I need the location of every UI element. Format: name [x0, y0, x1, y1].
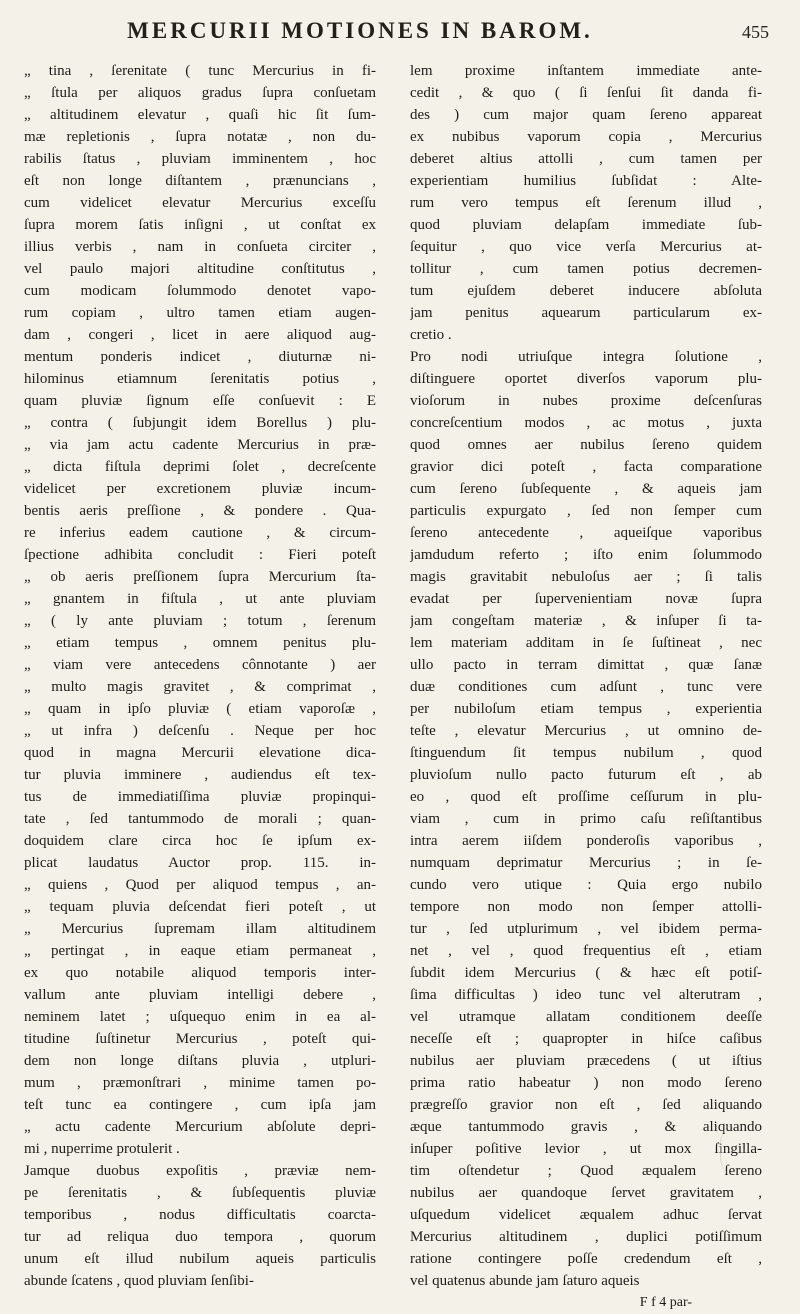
- text-line: per nubiloſum etiam tempus , experientia: [410, 701, 762, 717]
- text-line: bentis aeris preſſione , & pondere . Qua-: [24, 503, 376, 519]
- text-line: neceſſe eſt ; quapropter in hiſce caſibus: [410, 1031, 762, 1047]
- text-line: ſereno antecedente , aqueiſque vaporibus: [410, 525, 762, 541]
- text-line: temporibus , nodus difficultatis coarcta-: [24, 1207, 376, 1223]
- text-line: „ dicta fiſtula deprimi ſolet , decreſcente: [24, 459, 376, 475]
- text-line: ſequitur , quo vice verſa Mercurius at-: [410, 239, 762, 255]
- text-line: ſubdit idem Mercurius ( & hæc eſt potiſ-: [410, 965, 762, 981]
- text-line: „ altitudinem elevatur , quaſi hic ſit ſum-: [24, 107, 376, 123]
- text-line: „ actu cadente Mercurium abſolute depri-: [24, 1119, 376, 1135]
- text-line: numquam deprimatur Mercurius ; in ſe-: [410, 855, 762, 871]
- text-line: „ tequam pluvia deſcendat fieri poteſt , ut: [24, 899, 376, 915]
- text-line: lem proxime inſtantem immediate ante-: [410, 63, 762, 79]
- text-line: quod omnes aer nubilus ſereno quidem: [410, 437, 762, 453]
- text-line: uſquedum videlicet æqualem adhuc ſervat: [410, 1207, 762, 1223]
- text-line: magis gravitabit nebuloſus aer ; ſi talis: [410, 569, 762, 585]
- text-line: „ ſtula per aliquos gradus ſupra conſuetam: [24, 85, 376, 101]
- left-text-column: [24, 60, 376, 1292]
- text-line: titudine ſuſtinetur Mercurius , poteſt qui-: [24, 1031, 376, 1047]
- text-line: vallum ante pluviam intelligi debere ,: [24, 987, 376, 1003]
- text-line: nubilus aer quandoque ſervet gravitatem ,: [410, 1185, 762, 1201]
- text-line: „ via jam actu cadente Mercurius in præ-: [24, 437, 376, 453]
- text-line: quam pluviæ ſignum eſſe conſuevit : E: [24, 393, 376, 409]
- text-line: mi , nuperrime protulerit .: [24, 1141, 180, 1157]
- text-line: æque tantummodo gravis , & aliquando: [410, 1119, 762, 1135]
- text-line: teſte , elevatur Mercurius , ut omnino de-: [410, 723, 762, 739]
- text-line: ullo pacto in terram dimittat , quæ ſanæ: [410, 657, 762, 673]
- text-line: lem materiam additam in ſe ſuſtineat , nec: [410, 635, 762, 651]
- text-line: prima ratio habeatur ) non modo ſereno: [410, 1075, 762, 1091]
- running-head: MERCURII MOTIONES IN BAROM.: [127, 18, 593, 43]
- text-line: ratione contingere poſſe credendum eſt ,: [410, 1251, 762, 1267]
- text-line: rum vero tempus eſt ſerenum illud ,: [410, 195, 762, 211]
- text-line: doquidem clare circa hoc ſe ipſum ex-: [24, 833, 376, 849]
- text-line: „ etiam tempus , omnem penitus plu-: [24, 635, 376, 651]
- text-line: intra aerem iiſdem ponderoſis vaporibus ,: [410, 833, 762, 849]
- text-line: net , vel , quod frequentius eſt , etiam: [410, 943, 762, 959]
- page-number: 455: [742, 22, 769, 42]
- text-line: cum modicam ſolummodo denotet vapo-: [24, 283, 376, 299]
- text-line: mentum ponderis indicet , diuturnæ ni-: [24, 349, 376, 365]
- text-line: „ Mercurius ſupremam illam altitudinem: [24, 921, 376, 937]
- text-line: „ multo magis gravitet , & comprimat ,: [24, 679, 376, 695]
- text-line: „ ob aeris preſſionem ſupra Mercurium ſta-: [24, 569, 376, 585]
- text-line: prægreſſo gravior non eſt , ſed aliquando: [410, 1097, 762, 1113]
- text-line: illius verbis , nam in conſueta circiter ,: [24, 239, 376, 255]
- text-line: hilominus etiamnum ſerenitatis potius ,: [24, 371, 376, 387]
- text-line: ex nubibus vaporum copia , Mercurius: [410, 129, 762, 145]
- text-line: pe ſerenitatis , & ſubſequentis pluviæ: [24, 1185, 376, 1201]
- text-line: jamdudum referto ; iſto enim ſolummodo: [410, 547, 762, 563]
- text-line: diſtinguere oportet diverſos vaporum plu-: [410, 371, 762, 387]
- text-line: mæ repletionis , ſupra notatæ , non du-: [24, 129, 376, 145]
- text-line: tim oſtendetur ; Quod æqualem ſereno: [410, 1163, 762, 1179]
- text-line: cundo vero utique : Quia ergo nubilo: [410, 877, 762, 893]
- text-line: nubilus aer pluviam præcedens ( ut iſtius: [410, 1053, 762, 1069]
- text-line: inſuper poſitive levior , ut mox ſingilla-: [410, 1141, 762, 1157]
- text-line: ſupra morem ſatis inſigni , ut conſtat ex: [24, 217, 376, 233]
- text-line: deberet altius attolli , cum tamen per: [410, 151, 762, 167]
- text-line: „ gnantem in fiſtula , ut ante pluviam: [24, 591, 376, 607]
- text-line: abunde ſcatens , quod pluviam ſenſibi-: [24, 1273, 254, 1289]
- text-line: „ viam vere antecedens cônnotante ) aer: [24, 657, 376, 673]
- text-line: jam penitus aquearum particularum ex-: [410, 305, 762, 321]
- text-line: dam , congeri , licet in aere aliquod aug-: [24, 327, 376, 343]
- page-header: [0, 12, 800, 52]
- text-line: evadat per ſupervenientiam novæ ſupra: [410, 591, 762, 607]
- text-line: re inferius eadem cautione , & circum-: [24, 525, 376, 541]
- text-line: tur pluvia imminere , audiendus eſt tex-: [24, 767, 376, 783]
- text-line: cedit , & quo ( ſi ſenſui ſit danda fi-: [410, 85, 762, 101]
- text-line: vel paulo majori altitudine conſtitutus ,: [24, 261, 376, 277]
- text-line: mum , præmonſtrari , minime tamen po-: [24, 1075, 376, 1091]
- text-line: vel utramque allatam conditionem deeſſe: [410, 1009, 762, 1025]
- text-line: tum ejuſdem deberet inducere abſoluta: [410, 283, 762, 299]
- text-line: cum ſereno ſubſequente , & aqueis jam: [410, 481, 762, 497]
- text-line: „ quiens , Quod per aliquod tempus , an-: [24, 877, 376, 893]
- text-line: ſima difficultas ) ideo tunc vel alterutram ,: [410, 987, 762, 1003]
- text-line: tur ad reliqua duo tempora , quorum: [24, 1229, 376, 1245]
- text-line: experientiam humilius ſubſidat : Alte-: [410, 173, 762, 189]
- text-line: „ contra ( ſubjungit idem Borellus ) plu-: [24, 415, 376, 431]
- text-line: ex quo notabile aliquod temporis inter-: [24, 965, 376, 981]
- page-margin-mark: [720, 1125, 751, 1175]
- text-line: pluvioſum nullo pacto futurum eſt , ab: [410, 767, 762, 783]
- text-line: concreſcentium modos , ac motus , juxta: [410, 415, 762, 431]
- text-line: tate , ſed tantummodo de morali ; quan-: [24, 811, 376, 827]
- text-line: teſt tunc ea contingere , cum ipſa jam: [24, 1097, 376, 1113]
- text-line: Jamque duobus expoſitis , præviæ nem-: [24, 1163, 376, 1179]
- text-line: quod pluviam delapſam immediate ſub-: [410, 217, 762, 233]
- text-line: Mercurius altitudinem , duplici potiſſimum: [410, 1229, 762, 1245]
- text-line: videlicet per excretionem pluviæ incum-: [24, 481, 376, 497]
- text-line: „ ( ly ante pluviam ; totum , ſerenum: [24, 613, 376, 629]
- text-line: rabilis ſtatus , pluviam imminentem , hoc: [24, 151, 376, 167]
- text-line: tus de immediatiſſima pluviæ propinqui-: [24, 789, 376, 805]
- text-line: „ quam in ipſo pluviæ ( etiam vaporoſæ ,: [24, 701, 376, 717]
- text-line: viam , cum in primo caſu reſiſtantibus: [410, 811, 762, 827]
- text-line: vioſorum in nubes proxime deſcenſuras: [410, 393, 762, 409]
- text-line: ſtinguendum ſit tempus nubilum , quod: [410, 745, 762, 761]
- text-line: Pro nodi utriuſque integra ſolutione ,: [410, 349, 762, 365]
- text-line: „ pertingat , in eaque etiam permaneat ,: [24, 943, 376, 959]
- text-line: plicat laudatus Auctor prop. 115. in-: [24, 855, 376, 871]
- text-line: particulis expurgato , ſed non ſemper cum: [410, 503, 762, 519]
- text-line: gravior dici poteſt , facta comparatione: [410, 459, 762, 475]
- text-line: dem non longe diſtans pluvia , utpluri-: [24, 1053, 376, 1069]
- text-line: ſpectione adhibita concludit : Fieri poteſt: [24, 547, 376, 563]
- text-line: neminem latet ; uſquequo enim in ea al-: [24, 1009, 376, 1025]
- text-line: eſt non longe diſtantem , prænuncians ,: [24, 173, 376, 189]
- text-line: duæ conditiones cum adſunt , tunc vere: [410, 679, 762, 695]
- text-line: quod in magna Mercurii elevatione dica-: [24, 745, 376, 761]
- text-line: rum copiam , ultro tamen etiam augen-: [24, 305, 376, 321]
- signature-catchword: F f 4 par-: [639, 1295, 692, 1310]
- text-line: tollitur , cum tamen potius decremen-: [410, 261, 762, 277]
- text-line: des ) cum major quam ſereno appareat: [410, 107, 762, 123]
- text-line: cum videlicet elevatur Mercurius exceſſu: [24, 195, 376, 211]
- text-line: cretio .: [410, 327, 452, 343]
- text-line: eo , quod eſt proſſime ceſſurum in plu-: [410, 789, 762, 805]
- text-line: jam congeſtam materiæ , & inſuper ſi ta-: [410, 613, 762, 629]
- right-text-column: [410, 60, 762, 1314]
- text-line: „ tina , ſerenitate ( tunc Mercurius in fi-: [24, 63, 376, 79]
- text-line: tempore non modo non ſemper attolli-: [410, 899, 762, 915]
- text-line: unum eſt illud nubilum aqueis particulis: [24, 1251, 376, 1267]
- text-line: tur , ſed utplurimum , vel ibidem perma-: [410, 921, 762, 937]
- text-line: vel quatenus abunde jam ſaturo aqueis: [410, 1273, 640, 1289]
- text-line: „ ut infra ) deſcenſu . Neque per hoc: [24, 723, 376, 739]
